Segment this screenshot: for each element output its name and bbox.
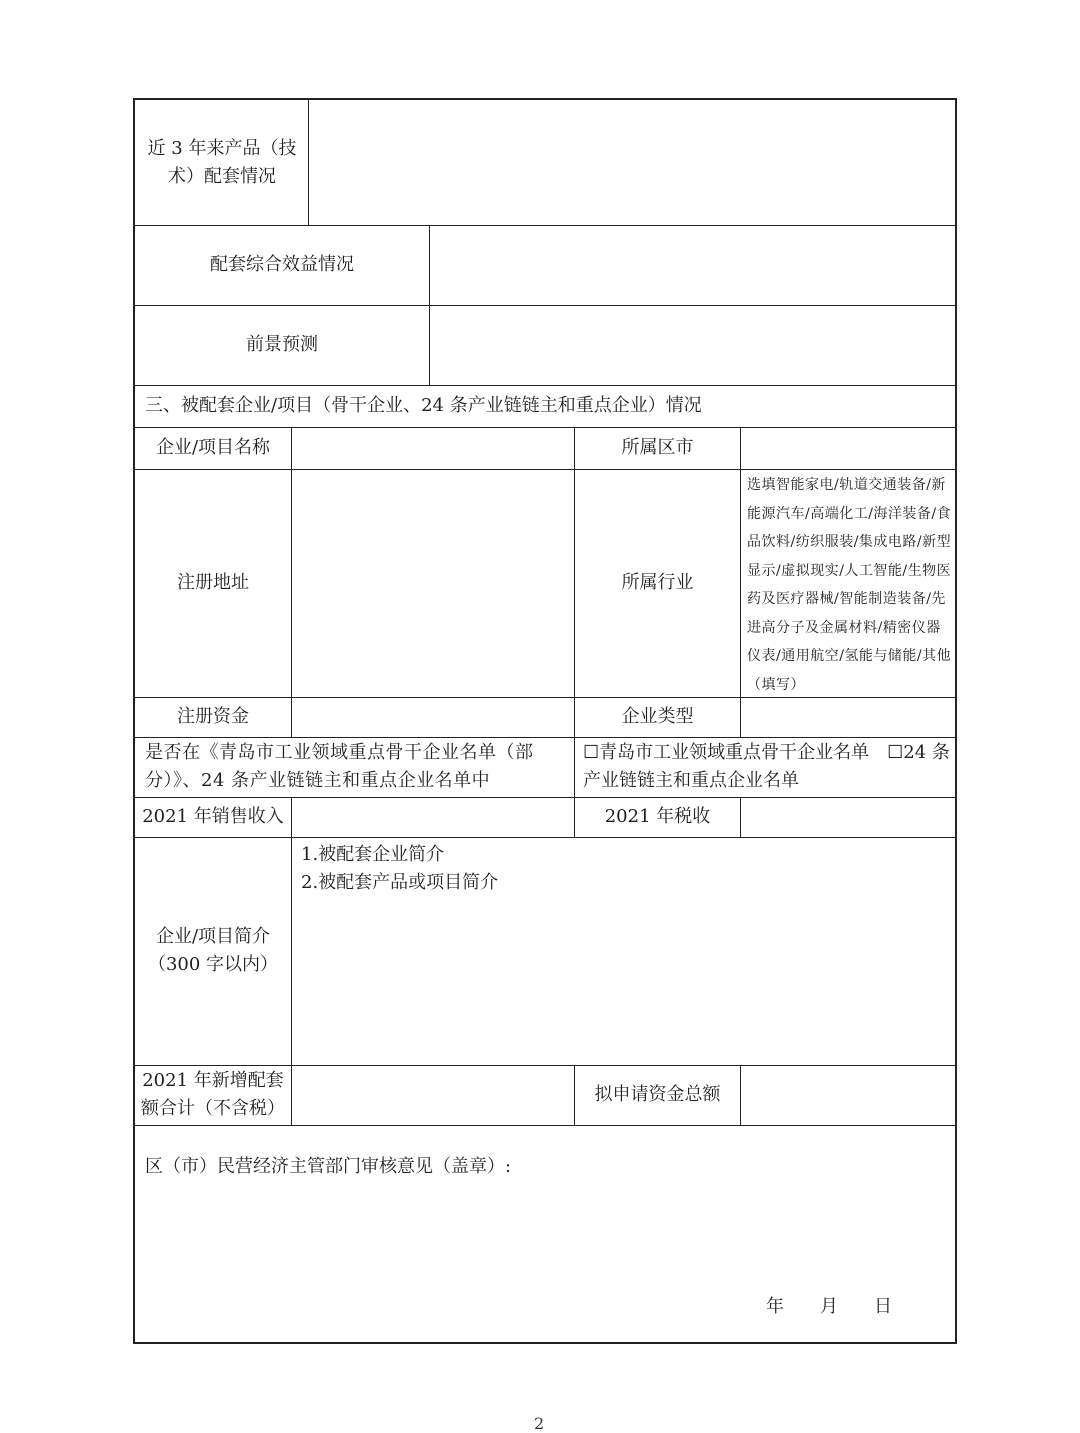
tax-field[interactable] (742, 797, 955, 837)
review-label: 区（市）民营经济主管部门审核意见（盖章）: (145, 1156, 512, 1177)
fund-total-field[interactable] (742, 1065, 955, 1125)
list-question: 是否在《青岛市工业领域重点骨干企业名单（部分）》、24 条产业链链主和重点企业名单中 (145, 742, 534, 791)
industry-options-text: 选填智能家电/轨道交通装备/新能源汽车/高端化工/海洋装备/食品饮料/纺织服装/集成电路/新型显示/虚拟现实/人工智能/生物医药及医疗器械/智能制造装备/先进高分子及金属材料/精密仪器仪表/通用航空/氢能与储能/其他（填写） (747, 477, 952, 693)
sales-label: 2021 年销售收入 (142, 806, 284, 827)
address-field[interactable] (293, 469, 574, 697)
col-divider (574, 737, 575, 797)
new-amount-field[interactable] (293, 1065, 574, 1125)
page-number: 2 (534, 1414, 545, 1433)
application-form-table (133, 98, 957, 1344)
tax-label: 2021 年税收 (604, 806, 711, 827)
industry-label: 所属行业 (621, 572, 694, 593)
company-name-field[interactable] (293, 427, 574, 469)
outlook-field[interactable] (431, 305, 955, 385)
company-name-label: 企业/项目名称 (155, 437, 271, 458)
district-label: 所属区市 (621, 437, 694, 458)
recent-products-field[interactable] (310, 100, 955, 225)
sales-field[interactable] (293, 797, 574, 837)
new-amount-label: 2021 年新增配套额合计（不含税） (141, 1070, 285, 1119)
list-options-checkboxes[interactable]: ☐青岛市工业领域重点骨干企业名单 ☐24 条产业链链主和重点企业名单 (583, 742, 950, 791)
district-field[interactable] (742, 427, 955, 469)
col-divider (291, 797, 292, 1125)
company-type-field[interactable] (742, 697, 955, 737)
review-date: 年 月 日 (766, 1296, 892, 1317)
fund-total-label: 拟申请资金总额 (594, 1084, 721, 1105)
intro-item-2: 2.被配套产品或项目简介 (301, 872, 499, 893)
col-divider (291, 427, 292, 737)
recent-products-label: 近 3 年来产品（技术）配套情况 (147, 137, 297, 187)
row-divider (135, 1125, 955, 1126)
benefit-field[interactable] (431, 225, 955, 305)
capital-field[interactable] (293, 697, 574, 737)
intro-item-1: 1.被配套企业简介 (301, 844, 445, 865)
outlook-label: 前景预测 (246, 334, 318, 355)
col-divider (740, 1065, 741, 1125)
col-divider (308, 100, 309, 225)
section3-title: 三、被配套企业/项目（骨干企业、24 条产业链链主和重点企业）情况 (145, 395, 702, 416)
col-divider (740, 797, 741, 837)
benefit-label: 配套综合效益情况 (210, 254, 354, 275)
capital-label: 注册资金 (177, 706, 249, 727)
col-divider (429, 225, 430, 385)
company-type-label: 企业类型 (621, 706, 694, 727)
address-label: 注册地址 (177, 572, 249, 593)
intro-label: 企业/项目简介（300 字以内） (147, 926, 279, 975)
review-field[interactable] (135, 1190, 955, 1290)
col-divider (740, 427, 741, 737)
